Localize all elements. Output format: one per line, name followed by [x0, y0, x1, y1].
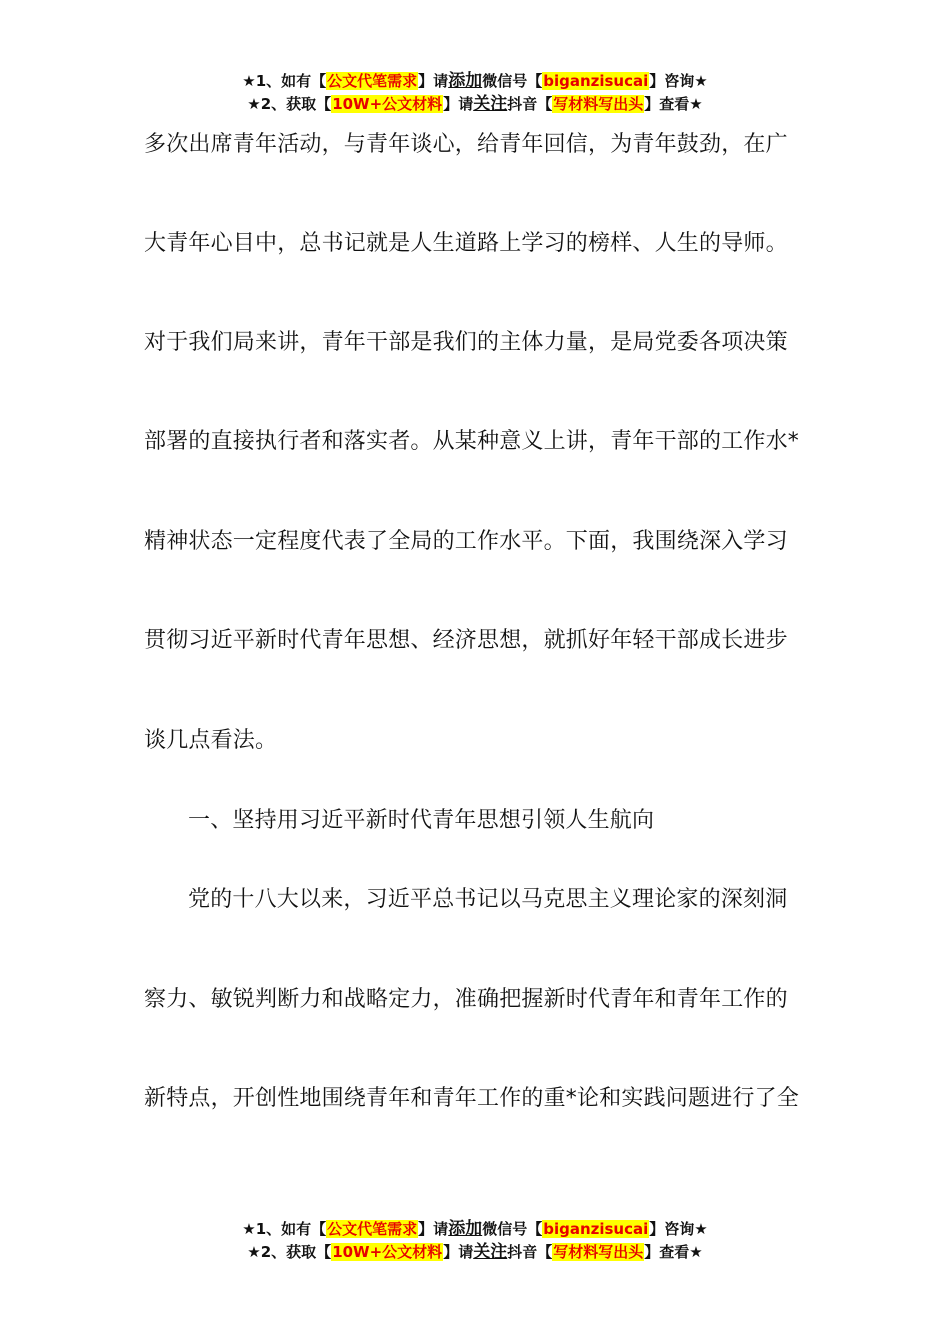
promo-highlight: 10W+公文材料	[332, 1243, 443, 1261]
body-line: 大青年心目中，总书记就是人生道路上学习的榜样、人生的导师。	[144, 231, 788, 256]
promo-text: 】请	[418, 72, 449, 90]
promo-text: ★1、如有【	[242, 72, 327, 90]
promo-line-1	[0, 70, 950, 93]
header-promo-banner	[0, 70, 950, 116]
body-line: 党的十八大以来，习近平总书记以马克思主义理论家的深刻洞	[188, 887, 788, 912]
promo-highlight: biganzisucai	[543, 1220, 649, 1238]
promo-highlight: 写材料写出头	[553, 95, 644, 113]
promo-highlight: 公文代笔需求	[327, 72, 418, 90]
promo-text: 微信号【	[482, 72, 543, 90]
promo-text: 抖音【	[507, 95, 553, 113]
promo-text: 】请	[443, 95, 474, 113]
body-line: 部署的直接执行者和落实者。从某种意义上讲，青年干部的工作水*	[144, 429, 800, 454]
promo-line-2	[0, 93, 950, 116]
section-heading: 一、坚持用习近平新时代青年思想引领人生航向	[188, 808, 655, 833]
promo-text: 】咨询★	[649, 72, 708, 90]
promo-line-2	[0, 1241, 950, 1264]
promo-line-1	[0, 1218, 950, 1241]
promo-highlight: biganzisucai	[543, 72, 649, 90]
body-line: 对于我们局来讲，青年干部是我们的主体力量，是局党委各项决策	[144, 330, 788, 355]
promo-text: ★2、获取【	[247, 95, 332, 113]
body-line: 多次出席青年活动，与青年谈心，给青年回信，为青年鼓劲，在广	[144, 132, 788, 157]
footer-promo-banner	[0, 1218, 950, 1264]
promo-text: 微信号【	[482, 1220, 543, 1238]
body-line: 察力、敏锐判断力和战略定力，准确把握新时代青年和青年工作的	[144, 987, 788, 1012]
promo-emphasis: 添加	[448, 1219, 483, 1239]
promo-text: 】请	[418, 1220, 449, 1238]
promo-emphasis: 添加	[448, 71, 483, 91]
promo-emphasis: 关注	[473, 94, 508, 114]
promo-highlight: 10W+公文材料	[332, 95, 443, 113]
promo-highlight: 公文代笔需求	[327, 1220, 418, 1238]
promo-text: ★1、如有【	[242, 1220, 327, 1238]
promo-text: 】咨询★	[649, 1220, 708, 1238]
promo-emphasis: 关注	[473, 1242, 508, 1262]
promo-text: 】查看★	[644, 95, 703, 113]
promo-highlight: 写材料写出头	[553, 1243, 644, 1261]
promo-text: 抖音【	[507, 1243, 553, 1261]
body-line: 新特点，开创性地围绕青年和青年工作的重*论和实践问题进行了全	[144, 1086, 800, 1111]
body-line: 贯彻习近平新时代青年思想、经济思想，就抓好年轻干部成长进步	[144, 628, 788, 653]
promo-text: 】查看★	[644, 1243, 703, 1261]
promo-text: ★2、获取【	[247, 1243, 332, 1261]
body-line: 精神状态一定程度代表了全局的工作水平。下面，我围绕深入学习	[144, 529, 788, 554]
body-line: 谈几点看法。	[144, 728, 278, 753]
promo-text: 】请	[443, 1243, 474, 1261]
